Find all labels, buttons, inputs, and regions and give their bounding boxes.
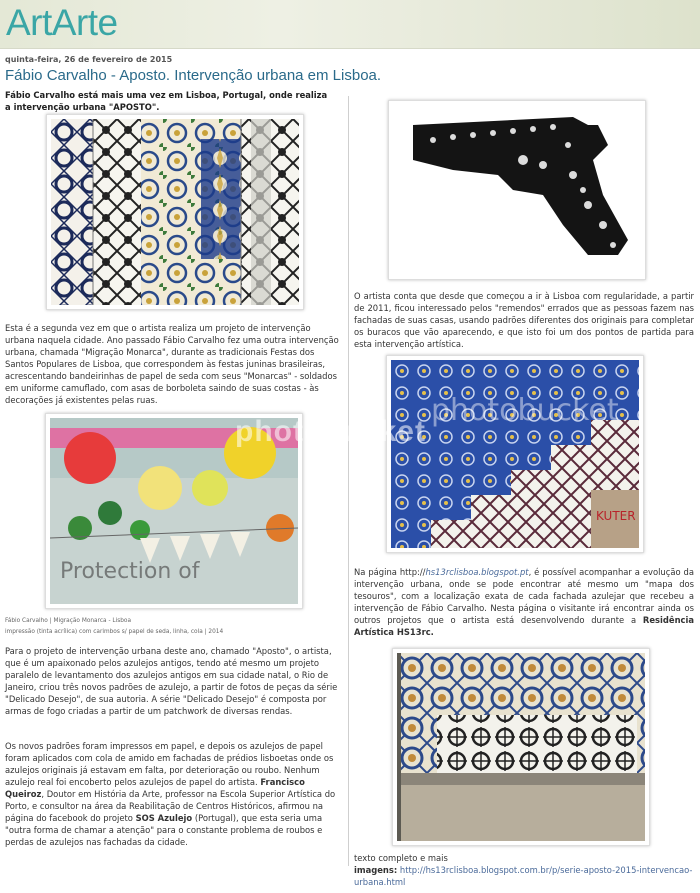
footer-label: texto completo e mais <box>354 853 448 863</box>
stair-tiles-photo <box>386 355 644 553</box>
blog-header <box>0 0 700 49</box>
paragraph-2: Para o projeto de intervenção urbana deste ano, chamado "Aposto", o artista, que é um apaixonado pelos azulejos antigos, tendo até mesmo um projeto paralelo de levantamento dos azulejos antigos em sua cidade natal, o Rio de Janeiro, criou três novos padrões de azulejo, a partir de fotos de peças da série "Delicado Desejo", de sua autoria. A série "Delicado Desejo" é composta por armas de fogo criadas a partir de um patchwork de diversas rendas. <box>5 646 338 716</box>
sos-azulejo-link[interactable]: SOS Azulejo <box>135 813 193 823</box>
svg-text:KUTER: KUTER <box>596 509 636 523</box>
photobucket-watermark: photobucket <box>235 415 426 448</box>
lace-revolver-photo <box>388 100 646 280</box>
hs13rclisboa-link[interactable]: hs13rclisboa.blogspot.pt <box>425 567 529 577</box>
column-divider <box>348 96 349 866</box>
blog-title[interactable]: ArtArte <box>6 2 118 43</box>
paragraph-1: Esta é a segunda vez em que o artista realiza um projeto de intervenção urbana naquela cidade. Ano passado Fábio Carvalho fez uma outra intervenção urbana, chamada "Migração Monarca", durante as tradicionais Festas dos Santos Populares de Lisboa, que correspondem às festas juninas brasileiras, acrescentando bandeirinhas de papel de seda com seus "Monarcas" - soldados em uniforme camuflado, com asas de borboleta saindo de suas costas - às decorações já existentes pelas ruas. <box>5 323 339 405</box>
paragraph-3 <box>5 740 340 848</box>
post-intro: Fábio Carvalho está mais uma vez em Lisboa, Portugal, onde realiza a intervenção urbana "APOSTO". <box>5 90 328 112</box>
paragraph-3-text-c: (Portugal), que esta seria uma "outra forma de chamar a atenção" para o constante problema de roubos e perdas de azulejos nas fachadas da cidade. <box>5 813 323 847</box>
post-title[interactable]: Fábio Carvalho - Aposto. Intervenção urbana em Lisboa. <box>5 67 382 84</box>
francisco-queiroz-name: Francisco Queiroz <box>5 777 305 799</box>
paragraph-3-text-b: , Doutor em História da Arte, professor na Escola Superior Artística do Porto, e consultor na área da Reabilitação de Centros Históricos, afirmou na página do facebook do projeto <box>5 789 336 823</box>
photo-caption-title: Fábio Carvalho | Migração Monarca - Lisboa <box>5 618 132 624</box>
residencia-artistica-label: Residência Artística HS13rc. <box>354 615 695 637</box>
footer-images-label: imagens: <box>354 865 398 875</box>
right-paragraph-2-text-b: , é possível acompanhar a evolução da intervenção urbana, onde se pode encontrar até mesmo um "mapa dos tesouros", com a localização exata de cada fachada azulejar que recebeu a intervenção de Fábio Carvalho. Nesta página o visitante irá encontrar ainda os outros projetos que o artista está desenvolvendo durante a <box>354 567 694 625</box>
post-date: quinta-feira, 26 de fevereiro de 2015 <box>5 55 173 64</box>
right-paragraph-1: O artista conta que desde que começou a ir à Lisboa com regularidade, a partir de 2011, ficou interessado pelos "remendos" errados que as pessoas fazem nas fachadas de suas casas, usando padrões diferentes dos originais para completar os buracos que vão aparecendo, e que isto foi um dos pontos de partida para esta intervenção artística. <box>354 291 694 349</box>
photo-caption-medium: impressão (tinta acrílica) com carimbos s/ papel de seda, linha, cola | 2014 <box>5 629 224 635</box>
source-link[interactable]: http://hs13rclisboa.blogspot.com.br/p/serie-aposto-2015-intervencao-urbana.html <box>354 865 693 887</box>
right-paragraph-2-text: Na página http:// <box>354 567 426 577</box>
facade-tiles-photo <box>392 648 650 846</box>
footer-source <box>354 852 694 888</box>
svg-text:Protection of: Protection of <box>60 559 200 584</box>
paragraph-3-text: Os novos padrões foram impressos em papel, e depois os azulejos de papel foram aplicados com cola de amido em fachadas de prédios lisboetas onde os azulejos originais já estavam em falta, por deterioração ou roubo. Nenhum azulejo real foi encoberto pelos azulejos de papel do artista. <box>5 741 334 787</box>
right-paragraph-2 <box>354 566 694 638</box>
tiles-photo <box>46 114 304 310</box>
svg-text:photobucket: photobucket <box>431 393 619 428</box>
